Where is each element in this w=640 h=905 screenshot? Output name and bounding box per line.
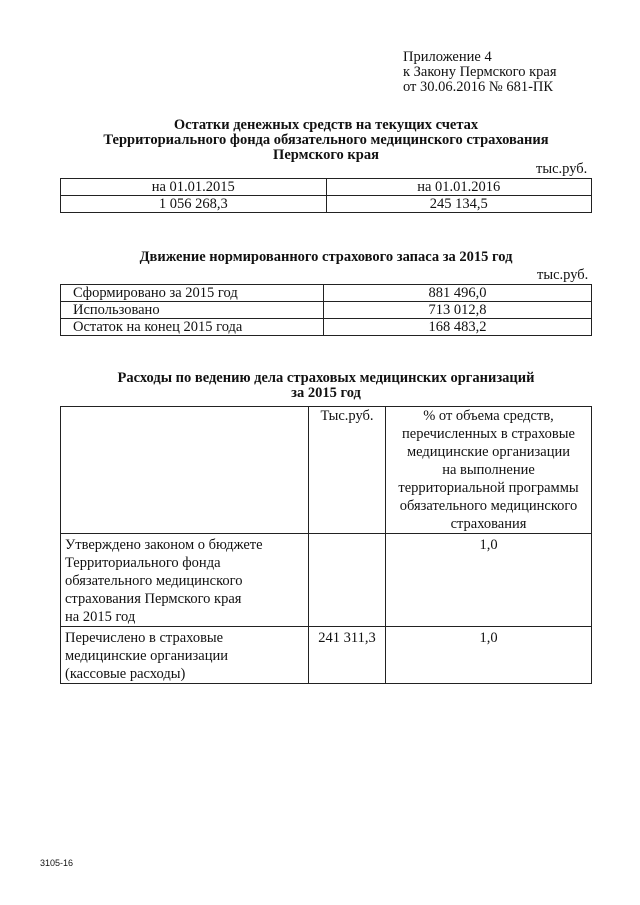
table-row <box>61 179 592 196</box>
label-line: Утверждено законом о бюджете <box>65 537 263 553</box>
section1-title-line: Территориального фонда обязательного медицинского страхования <box>103 132 549 148</box>
appendix-date: от 30.06.2016 № 681-ПК <box>403 79 554 95</box>
expenses-header-amount: Тыс.руб. <box>309 407 386 534</box>
table-row <box>61 534 592 627</box>
section2-unit: тыс.руб. <box>537 267 589 283</box>
table-row <box>61 302 592 319</box>
section1-title-line: Пермского края <box>273 147 379 163</box>
insurance-reserve-table <box>60 284 592 336</box>
appendix-number: Приложение 4 <box>403 49 492 65</box>
table-row <box>61 627 592 684</box>
percent-header-line: обязательного медицинского <box>399 498 578 514</box>
section3-title <box>60 371 592 401</box>
appendix-law: к Закону Пермского края <box>403 64 557 80</box>
expenses-amount: 241 311,3 <box>309 627 386 684</box>
expenses-header-percent <box>386 407 592 534</box>
section1-unit: тыс.руб. <box>536 161 588 177</box>
expenses-row-label <box>61 627 309 684</box>
section3-title-line: за 2015 год <box>291 385 361 401</box>
percent-header-line: % от объема средств, <box>423 408 554 424</box>
section1-title <box>60 118 592 163</box>
label-line: Территориального фонда <box>65 555 221 571</box>
expenses-table <box>60 406 592 684</box>
label-line: страхования Пермского края <box>65 591 242 607</box>
reserve-value: 713 012,8 <box>324 302 592 319</box>
document-code: 3105-16 <box>40 858 74 868</box>
balance-value-2016: 245 134,5 <box>326 196 592 213</box>
balance-header-2015: на 01.01.2015 <box>61 179 327 196</box>
percent-header-line: страхования <box>450 516 527 532</box>
expenses-row-label <box>61 534 309 627</box>
section1-title-line: Остатки денежных средств на текущих счетах <box>173 117 479 133</box>
label-line: медицинские организации <box>65 648 228 664</box>
table-row <box>61 319 592 336</box>
reserve-label: Сформировано за 2015 год <box>61 285 324 302</box>
expenses-amount <box>309 534 386 627</box>
balance-header-2016: на 01.01.2016 <box>326 179 592 196</box>
label-line: на 2015 год <box>65 609 136 625</box>
reserve-label: Использовано <box>61 302 324 319</box>
reserve-value: 168 483,2 <box>324 319 592 336</box>
percent-header-line: перечисленных в страховые <box>402 426 575 442</box>
table-row <box>61 285 592 302</box>
balances-table <box>60 178 592 213</box>
appendix-reference <box>403 50 557 95</box>
expenses-percent: 1,0 <box>386 627 592 684</box>
label-line: Перечислено в страховые <box>65 630 224 646</box>
percent-header-line: территориальной программы <box>398 480 579 496</box>
section3-title-line: Расходы по ведению дела страховых медицинских организаций <box>117 370 535 386</box>
table-row <box>61 196 592 213</box>
balance-value-2015: 1 056 268,3 <box>61 196 327 213</box>
table-row <box>61 407 592 534</box>
section2-title: Движение нормированного страхового запаса за 2015 год <box>139 249 513 265</box>
expenses-percent: 1,0 <box>386 534 592 627</box>
reserve-label: Остаток на конец 2015 года <box>61 319 324 336</box>
reserve-value: 881 496,0 <box>324 285 592 302</box>
percent-header-line: на выполнение <box>442 462 535 478</box>
percent-header-line: медицинские организации <box>407 444 570 460</box>
expenses-header-blank <box>61 407 309 534</box>
label-line: (кассовые расходы) <box>65 666 186 682</box>
label-line: обязательного медицинского <box>65 573 243 589</box>
